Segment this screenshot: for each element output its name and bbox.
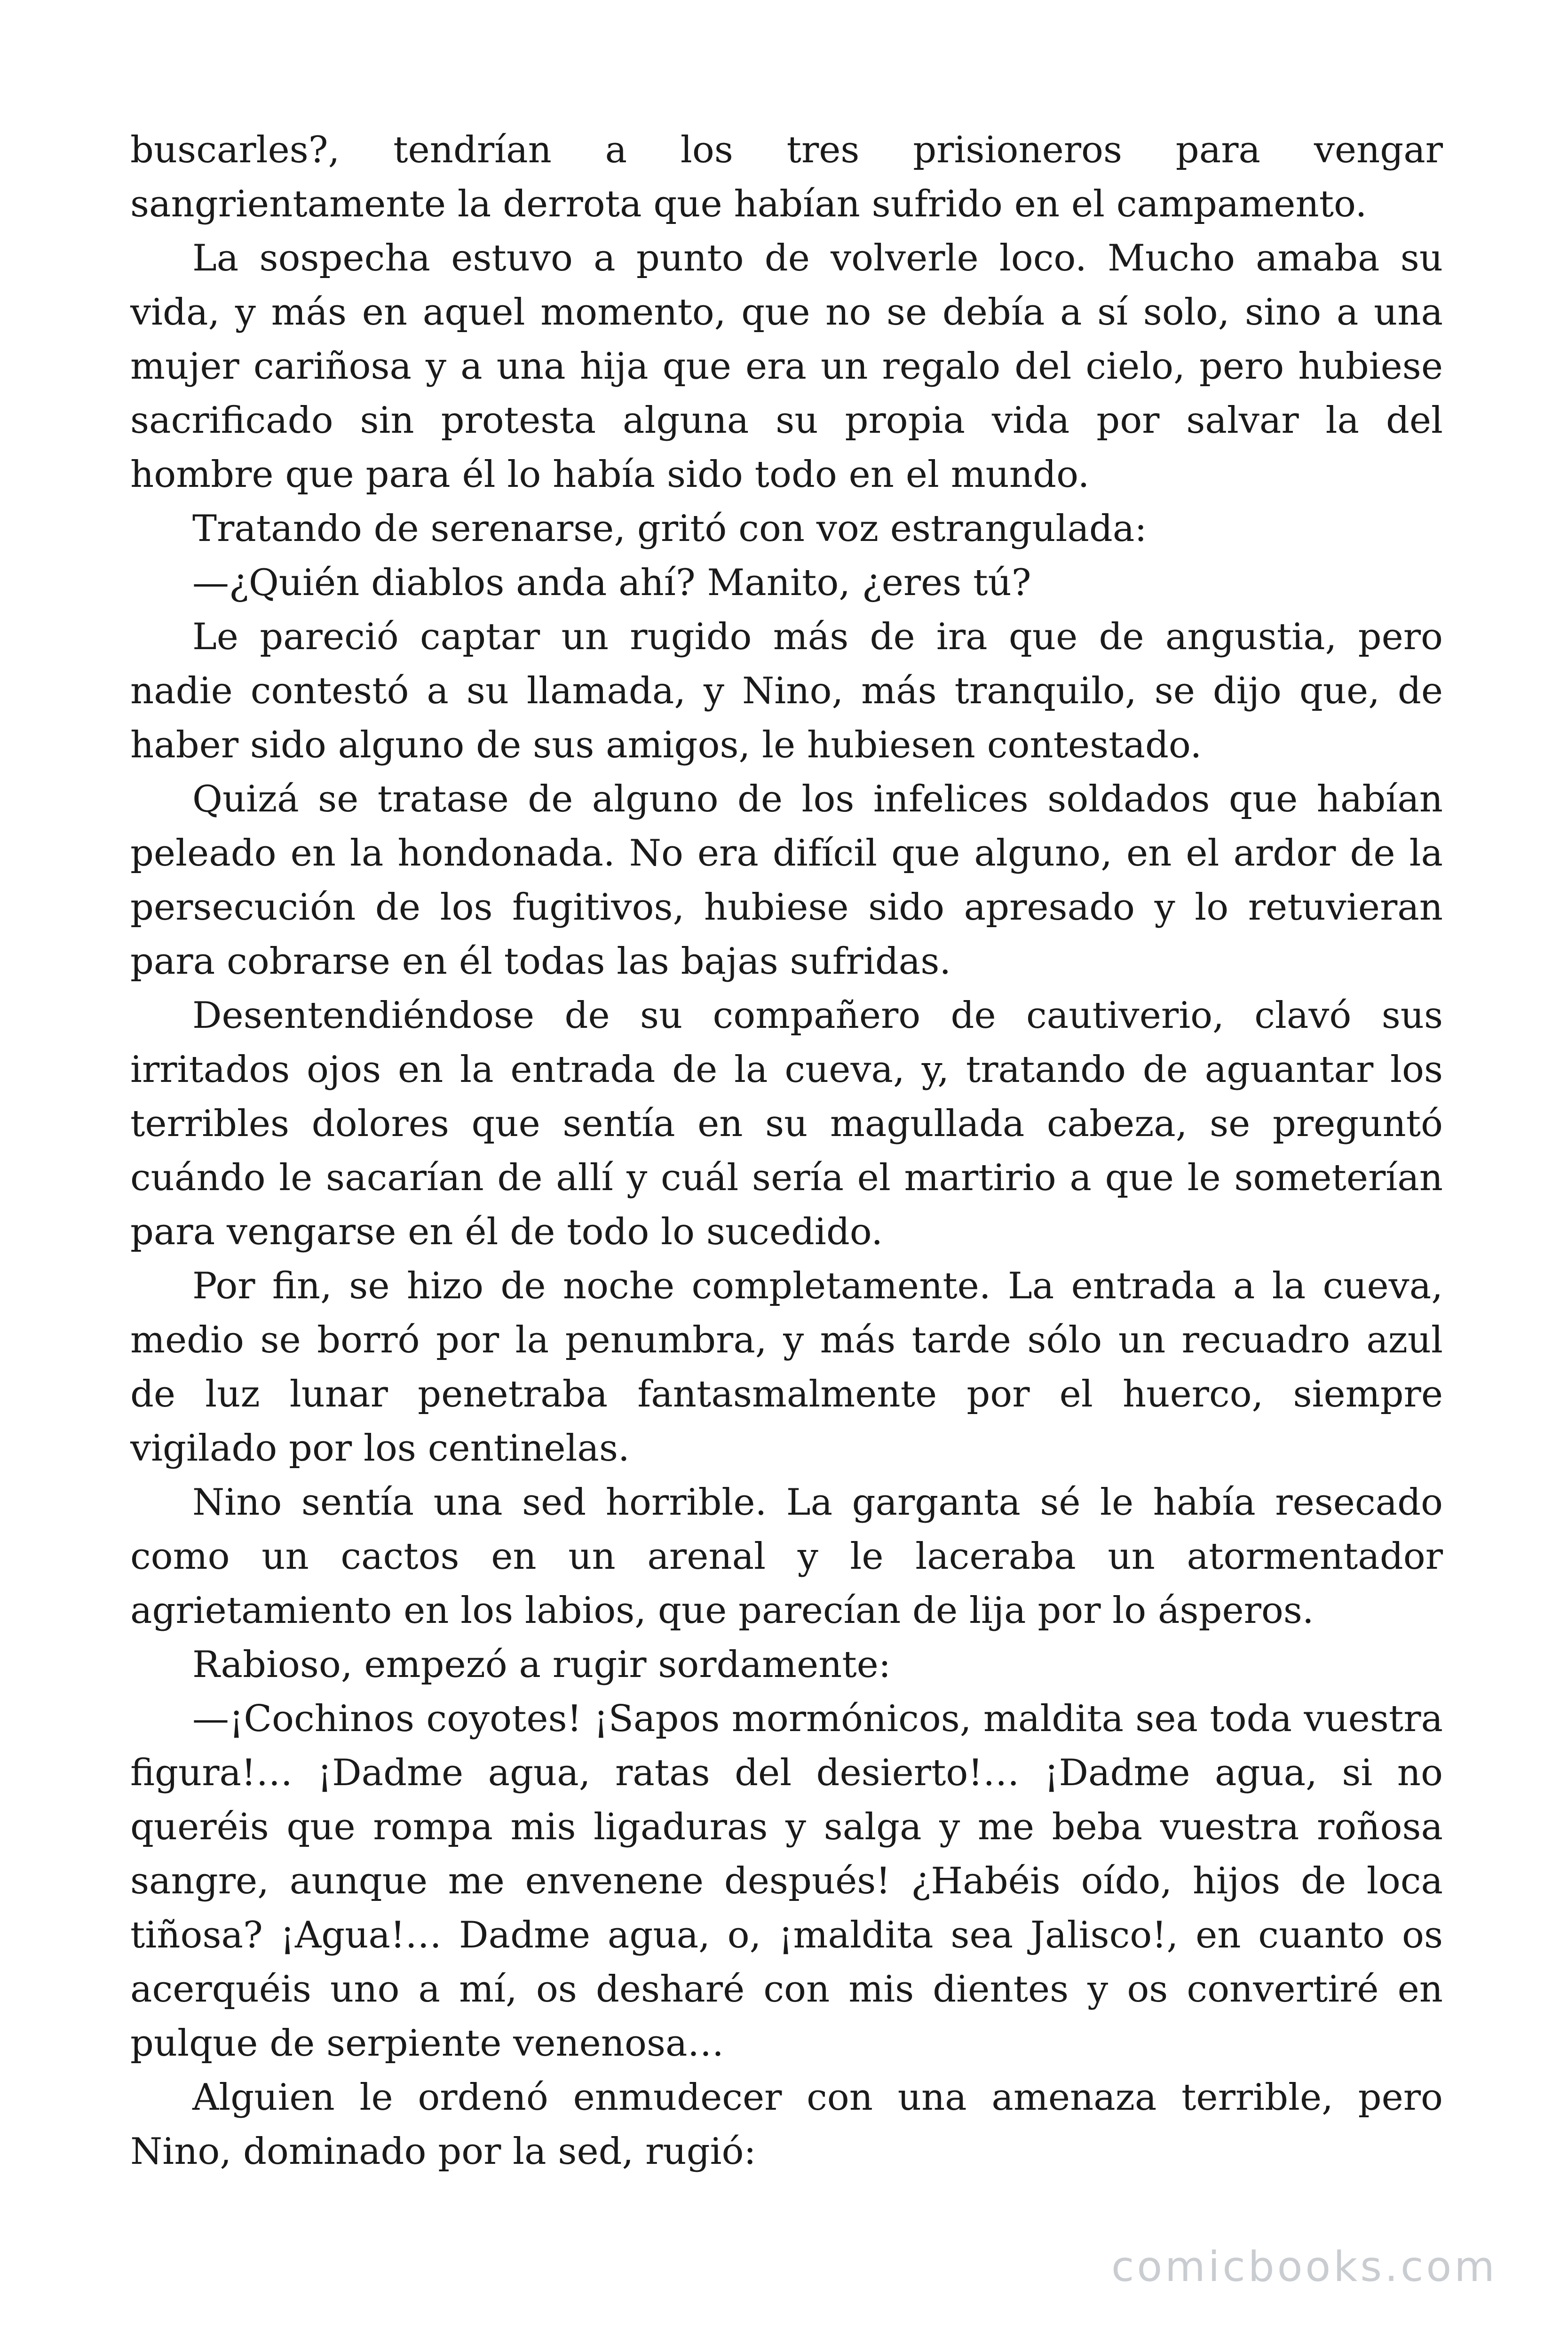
paragraph-10: Rabioso, empezó a rugir sordamente: bbox=[192, 1644, 891, 1686]
paragraph-1: buscarles?, tendrían a los tres prisioneros para vengar sangrientamente la derrota que habían sufrido en el campamento. bbox=[130, 129, 1443, 225]
page-body bbox=[130, 123, 1443, 2179]
paragraph-6: Quizá se tratase de alguno de los infelices soldados que habían peleado en la hondonada. No era difícil que alguno, en el ardor de la persecución de los fugitivos, hubiese sido apresado y lo retuvieran para cobrarse en él todas las bajas sufridas. bbox=[130, 778, 1443, 983]
paragraph-3: Tratando de serenarse, gritó con voz estrangulada: bbox=[192, 508, 1147, 550]
paragraph-4: —¿Quién diablos anda ahí? Manito, ¿eres tú? bbox=[192, 562, 1031, 604]
paragraph-11: —¡Cochinos coyotes! ¡Sapos mormónicos, maldita sea toda vuestra figura!… ¡Dadme agua, ratas del desierto!… ¡Dadme agua, si no queréis que rompa mis ligaduras y salga y me beba vuestra roñosa sangre, aunque me envenene después! ¿Habéis oído, hijos de loca tiñosa? ¡Agua!… Dadme agua, o, ¡maldita sea Jalisco!, en cuanto os acerquéis uno a mí, os desharé con mis dientes y os convertiré en pulque de serpiente venenosa… bbox=[130, 1698, 1443, 2065]
paragraph-2: La sospecha estuvo a punto de volverle loco. Mucho amaba su vida, y más en aquel momento, que no se debía a sí solo, sino a una mujer cariñosa y a una hija que era un regalo del cielo, pero hubiese sacrificado sin protesta alguna su propia vida por salvar la del hombre que para él lo había sido todo en el mundo. bbox=[130, 237, 1443, 496]
paragraph-7: Desentendiéndose de su compañero de cautiverio, clavó sus irritados ojos en la entrada de la cueva, y, tratando de aguantar los terribles dolores que sentía en su magullada cabeza, se preguntó cuándo le sacarían de allí y cuál sería el martirio a que le someterían para vengarse en él de todo lo sucedido. bbox=[130, 994, 1443, 1253]
paragraph-8: Por fin, se hizo de noche completamente. La entrada a la cueva, medio se borró por la penumbra, y más tarde sólo un recuadro azul de luz lunar penetraba fantasmalmente por el huerco, siempre vigilado por los centinelas. bbox=[130, 1265, 1443, 1470]
paragraph-9: Nino sentía una sed horrible. La garganta sé le había resecado como un cactos en un arenal y le laceraba un atormentador agrietamiento en los labios, que parecían de lija por lo ásperos. bbox=[130, 1481, 1443, 1632]
watermark-text: comicbooks.com bbox=[1111, 2242, 1497, 2291]
paragraph-12: Alguien le ordenó enmudecer con una amenaza terrible, pero Nino, dominado por la sed, rugió: bbox=[130, 2076, 1443, 2173]
paragraph-5: Le pareció captar un rugido más de ira que de angustia, pero nadie contestó a su llamada, y Nino, más tranquilo, se dijo que, de haber sido alguno de sus amigos, le hubiesen contestado. bbox=[130, 616, 1443, 766]
